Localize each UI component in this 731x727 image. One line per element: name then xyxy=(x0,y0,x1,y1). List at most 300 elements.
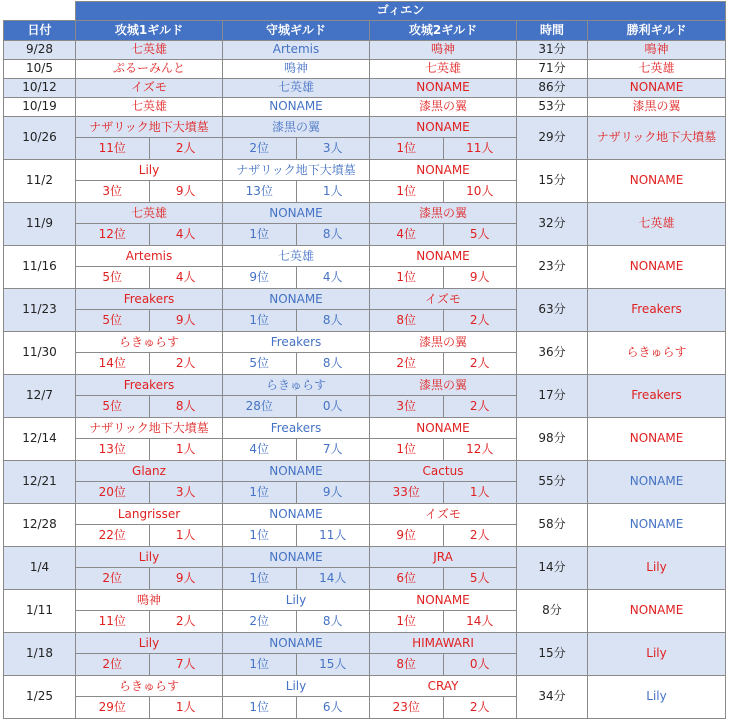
date-cell: 12/14 xyxy=(4,418,76,461)
attacker1-cell xyxy=(76,203,223,246)
guild-rank: 2位 xyxy=(76,654,150,675)
guild-rank: 2位 xyxy=(223,611,297,632)
time-cell: 17分 xyxy=(517,375,588,418)
table-row xyxy=(4,246,726,289)
corner-cell xyxy=(4,2,76,21)
time-cell: 53分 xyxy=(517,98,588,117)
date-cell: 1/18 xyxy=(4,633,76,676)
guild-rank: 11位 xyxy=(76,138,150,159)
defender-cell xyxy=(223,418,370,461)
guild-member-count: 1人 xyxy=(175,442,196,456)
guild-rank: 1位 xyxy=(370,439,444,460)
guild-stats xyxy=(76,396,222,417)
date-cell: 10/5 xyxy=(4,60,76,79)
guild-member-count: 2人 xyxy=(175,141,196,155)
guild-member-count: 4人 xyxy=(175,227,196,241)
guild-name: NONAME xyxy=(223,203,369,224)
guild-stats xyxy=(223,482,369,503)
defender-cell xyxy=(223,547,370,590)
defender-cell xyxy=(223,246,370,289)
defender-cell xyxy=(223,203,370,246)
guild-member-count: 2人 xyxy=(175,356,196,370)
attacker2-cell xyxy=(370,676,517,719)
guild-member-count: 6人 xyxy=(322,700,343,714)
attacker1-cell xyxy=(76,461,223,504)
date-cell: 1/25 xyxy=(4,676,76,719)
time-cell: 32分 xyxy=(517,203,588,246)
guild-member-count: 3人 xyxy=(175,485,196,499)
title-row xyxy=(4,2,726,21)
guild-name: らきゅらす xyxy=(76,676,222,697)
guild-member-count: 2人 xyxy=(175,614,196,628)
guild-name: ナザリック地下大墳墓 xyxy=(76,418,222,439)
guild-rank: 22位 xyxy=(76,525,150,546)
guild-member-count: 1人 xyxy=(469,485,490,499)
guild-member-count: 8人 xyxy=(322,614,343,628)
guild-member-count: 7人 xyxy=(322,442,343,456)
guild-rank: 4位 xyxy=(370,224,444,245)
guild-stats xyxy=(76,697,222,718)
attacker2-cell: NONAME xyxy=(370,79,517,98)
header-attacker2: 攻城2ギルド xyxy=(370,21,517,41)
date-cell: 12/7 xyxy=(4,375,76,418)
guild-rank: 2位 xyxy=(223,138,297,159)
time-cell: 15分 xyxy=(517,160,588,203)
guild-name: イズモ xyxy=(370,504,516,525)
guild-rank: 1位 xyxy=(223,310,297,331)
guild-rank: 5位 xyxy=(76,396,150,417)
guild-stats xyxy=(223,697,369,718)
attacker2-cell xyxy=(370,117,517,160)
guild-rank: 23位 xyxy=(370,697,444,718)
guild-rank: 14位 xyxy=(76,353,150,374)
time-cell: 23分 xyxy=(517,246,588,289)
guild-rank: 4位 xyxy=(223,439,297,460)
guild-rank: 12位 xyxy=(76,224,150,245)
guild-name: Freakers xyxy=(76,289,222,310)
winner-cell: Lily xyxy=(588,676,726,719)
guild-rank: 28位 xyxy=(223,396,297,417)
defender-cell xyxy=(223,289,370,332)
date-cell: 11/2 xyxy=(4,160,76,203)
date-cell: 12/21 xyxy=(4,461,76,504)
time-cell: 31分 xyxy=(517,41,588,60)
guild-stats xyxy=(76,267,222,288)
time-cell: 14分 xyxy=(517,547,588,590)
guild-stats xyxy=(223,654,369,675)
time-cell: 98分 xyxy=(517,418,588,461)
table-row xyxy=(4,418,726,461)
guild-stats xyxy=(76,568,222,589)
guild-member-count: 9人 xyxy=(175,184,196,198)
guild-name: NONAME xyxy=(370,246,516,267)
guild-member-count: 2人 xyxy=(469,399,490,413)
guild-member-count: 8人 xyxy=(322,227,343,241)
guild-rank: 8位 xyxy=(370,310,444,331)
guild-name: NONAME xyxy=(223,461,369,482)
guild-member-count: 10人 xyxy=(466,184,494,198)
table-row xyxy=(4,289,726,332)
guild-member-count: 4人 xyxy=(175,270,196,284)
defender-cell xyxy=(223,332,370,375)
guild-rank: 5位 xyxy=(223,353,297,374)
table-row xyxy=(4,461,726,504)
table-row xyxy=(4,332,726,375)
table-title: ゴィエン xyxy=(76,2,726,21)
guild-rank: 5位 xyxy=(76,267,150,288)
guild-stats xyxy=(76,439,222,460)
guild-rank: 3位 xyxy=(370,396,444,417)
guild-rank: 13位 xyxy=(223,181,297,202)
attacker1-cell: イズモ xyxy=(76,79,223,98)
attacker2-cell xyxy=(370,590,517,633)
time-cell: 55分 xyxy=(517,461,588,504)
defender-cell: Artemis xyxy=(223,41,370,60)
guild-member-count: 5人 xyxy=(469,227,490,241)
date-cell: 1/4 xyxy=(4,547,76,590)
guild-member-count: 11人 xyxy=(466,141,494,155)
table-row xyxy=(4,547,726,590)
guild-member-count: 8人 xyxy=(175,399,196,413)
guild-stats xyxy=(76,310,222,331)
guild-stats xyxy=(76,138,222,159)
attacker1-cell xyxy=(76,375,223,418)
header-winner: 勝利ギルド xyxy=(588,21,726,41)
winner-cell: NONAME xyxy=(588,504,726,547)
defender-cell xyxy=(223,375,370,418)
guild-stats xyxy=(76,353,222,374)
defender-cell xyxy=(223,117,370,160)
attacker1-cell xyxy=(76,289,223,332)
winner-cell: らきゅらす xyxy=(588,332,726,375)
winner-cell: NONAME xyxy=(588,418,726,461)
guild-member-count: 5人 xyxy=(469,571,490,585)
guild-stats xyxy=(223,138,369,159)
guild-stats xyxy=(370,138,516,159)
attacker1-cell xyxy=(76,547,223,590)
time-cell: 63分 xyxy=(517,289,588,332)
guild-name: らきゅらす xyxy=(76,332,222,353)
column-header-row xyxy=(4,21,726,41)
guild-stats xyxy=(76,181,222,202)
time-cell: 15分 xyxy=(517,633,588,676)
guild-name: NONAME xyxy=(370,117,516,138)
table-row xyxy=(4,590,726,633)
guild-stats xyxy=(370,310,516,331)
attacker2-cell: 漆黒の翼 xyxy=(370,98,517,117)
attacker1-cell xyxy=(76,117,223,160)
guild-rank: 11位 xyxy=(76,611,150,632)
guild-rank: 1位 xyxy=(223,525,297,546)
guild-name: NONAME xyxy=(370,418,516,439)
attacker2-cell xyxy=(370,246,517,289)
guild-rank: 5位 xyxy=(76,310,150,331)
results-body xyxy=(4,41,726,719)
attacker1-cell xyxy=(76,418,223,461)
guild-name: ナザリック地下大墳墓 xyxy=(76,117,222,138)
guild-stats xyxy=(223,611,369,632)
guild-stats xyxy=(76,482,222,503)
date-cell: 11/9 xyxy=(4,203,76,246)
date-cell: 10/26 xyxy=(4,117,76,160)
guild-name: らきゅらす xyxy=(223,375,369,396)
guild-member-count: 8人 xyxy=(322,356,343,370)
guild-member-count: 8人 xyxy=(322,313,343,327)
guild-rank: 2位 xyxy=(76,568,150,589)
table-row xyxy=(4,504,726,547)
attacker2-cell: 鳴神 xyxy=(370,41,517,60)
winner-cell: 漆黒の翼 xyxy=(588,98,726,117)
guild-rank: 20位 xyxy=(76,482,150,503)
guild-name: Lily xyxy=(76,633,222,654)
time-cell: 71分 xyxy=(517,60,588,79)
guild-name: NONAME xyxy=(370,590,516,611)
guild-member-count: 9人 xyxy=(175,571,196,585)
table-row xyxy=(4,79,726,98)
time-cell: 36分 xyxy=(517,332,588,375)
attacker1-cell: 七英雄 xyxy=(76,41,223,60)
attacker2-cell xyxy=(370,332,517,375)
table-row xyxy=(4,41,726,60)
attacker1-cell xyxy=(76,676,223,719)
winner-cell: 七英雄 xyxy=(588,60,726,79)
defender-cell xyxy=(223,676,370,719)
table-row xyxy=(4,375,726,418)
guild-stats xyxy=(76,654,222,675)
guild-rank: 8位 xyxy=(370,654,444,675)
time-cell: 86分 xyxy=(517,79,588,98)
table-row xyxy=(4,633,726,676)
guild-name: 鳴神 xyxy=(76,590,222,611)
guild-name: Freakers xyxy=(223,418,369,439)
winner-cell: NONAME xyxy=(588,246,726,289)
guild-rank: 29位 xyxy=(76,697,150,718)
defender-cell: 鳴神 xyxy=(223,60,370,79)
guild-name: NONAME xyxy=(370,160,516,181)
date-cell: 11/16 xyxy=(4,246,76,289)
guild-stats xyxy=(370,439,516,460)
header-time: 時間 xyxy=(517,21,588,41)
guild-stats xyxy=(76,525,222,546)
date-cell: 11/30 xyxy=(4,332,76,375)
guild-name: Lily xyxy=(223,676,369,697)
guild-stats xyxy=(223,224,369,245)
guild-stats xyxy=(223,396,369,417)
guild-name: Glanz xyxy=(76,461,222,482)
attacker2-cell xyxy=(370,504,517,547)
winner-cell: NONAME xyxy=(588,160,726,203)
winner-cell: 鳴神 xyxy=(588,41,726,60)
guild-name: Lily xyxy=(76,160,222,181)
guild-name: ナザリック地下大墳墓 xyxy=(223,160,369,181)
guild-name: Lily xyxy=(223,590,369,611)
guild-name: NONAME xyxy=(223,633,369,654)
guild-stats xyxy=(370,267,516,288)
winner-cell: Lily xyxy=(588,633,726,676)
guild-rank: 3位 xyxy=(76,181,150,202)
attacker2-cell xyxy=(370,375,517,418)
guild-rank: 13位 xyxy=(76,439,150,460)
winner-cell: Freakers xyxy=(588,289,726,332)
attacker2-cell xyxy=(370,418,517,461)
guild-stats xyxy=(370,181,516,202)
header-defender: 守城ギルド xyxy=(223,21,370,41)
time-cell: 34分 xyxy=(517,676,588,719)
defender-cell: 七英雄 xyxy=(223,79,370,98)
guild-stats xyxy=(370,353,516,374)
date-cell: 10/19 xyxy=(4,98,76,117)
guild-stats xyxy=(370,611,516,632)
guild-member-count: 1人 xyxy=(322,184,343,198)
guild-member-count: 7人 xyxy=(175,657,196,671)
guild-stats xyxy=(370,224,516,245)
guild-member-count: 9人 xyxy=(469,270,490,284)
guild-rank: 1位 xyxy=(370,611,444,632)
guild-member-count: 14人 xyxy=(466,614,494,628)
guild-name: 七英雄 xyxy=(223,246,369,267)
attacker1-cell xyxy=(76,590,223,633)
results-table-wrapper xyxy=(3,1,726,719)
winner-cell: NONAME xyxy=(588,461,726,504)
attacker1-cell xyxy=(76,160,223,203)
guild-stats xyxy=(223,267,369,288)
guild-rank: 1位 xyxy=(223,654,297,675)
guild-member-count: 1人 xyxy=(175,700,196,714)
date-cell: 11/23 xyxy=(4,289,76,332)
defender-cell: NONAME xyxy=(223,98,370,117)
guild-name: 漆黒の翼 xyxy=(370,332,516,353)
guild-name: Lily xyxy=(76,547,222,568)
defender-cell xyxy=(223,590,370,633)
attacker2-cell xyxy=(370,547,517,590)
defender-cell xyxy=(223,504,370,547)
attacker2-cell xyxy=(370,461,517,504)
siege-results-table xyxy=(3,1,726,719)
guild-rank: 1位 xyxy=(223,697,297,718)
guild-stats xyxy=(223,181,369,202)
guild-member-count: 9人 xyxy=(322,485,343,499)
winner-cell: 七英雄 xyxy=(588,203,726,246)
guild-rank: 1位 xyxy=(370,267,444,288)
table-row xyxy=(4,676,726,719)
guild-stats xyxy=(223,353,369,374)
defender-cell xyxy=(223,461,370,504)
guild-name: CRAY xyxy=(370,676,516,697)
guild-member-count: 0人 xyxy=(322,399,343,413)
guild-stats xyxy=(223,525,369,546)
guild-name: NONAME xyxy=(223,547,369,568)
winner-cell: NONAME xyxy=(588,79,726,98)
guild-name: Langrisser xyxy=(76,504,222,525)
guild-name: 漆黒の翼 xyxy=(370,203,516,224)
guild-rank: 33位 xyxy=(370,482,444,503)
attacker2-cell xyxy=(370,203,517,246)
guild-member-count: 4人 xyxy=(322,270,343,284)
guild-name: 七英雄 xyxy=(76,203,222,224)
winner-cell: ナザリック地下大墳墓 xyxy=(588,117,726,160)
guild-stats xyxy=(370,525,516,546)
guild-member-count: 2人 xyxy=(469,313,490,327)
guild-name: Freakers xyxy=(223,332,369,353)
guild-rank: 1位 xyxy=(223,568,297,589)
guild-member-count: 9人 xyxy=(175,313,196,327)
guild-stats xyxy=(76,224,222,245)
guild-stats xyxy=(370,654,516,675)
table-row xyxy=(4,98,726,117)
guild-name: NONAME xyxy=(223,289,369,310)
guild-name: Freakers xyxy=(76,375,222,396)
guild-member-count: 2人 xyxy=(469,700,490,714)
defender-cell xyxy=(223,160,370,203)
guild-member-count: 0人 xyxy=(469,657,490,671)
header-date: 日付 xyxy=(4,21,76,41)
winner-cell: Lily xyxy=(588,547,726,590)
attacker1-cell xyxy=(76,332,223,375)
guild-name: Artemis xyxy=(76,246,222,267)
guild-rank: 1位 xyxy=(223,482,297,503)
guild-rank: 1位 xyxy=(370,138,444,159)
guild-member-count: 15人 xyxy=(319,657,347,671)
header-attacker1: 攻城1ギルド xyxy=(76,21,223,41)
attacker1-cell xyxy=(76,246,223,289)
guild-rank: 1位 xyxy=(223,224,297,245)
guild-rank: 6位 xyxy=(370,568,444,589)
guild-name: 漆黒の翼 xyxy=(370,375,516,396)
table-row xyxy=(4,60,726,79)
guild-rank: 9位 xyxy=(223,267,297,288)
date-cell: 10/12 xyxy=(4,79,76,98)
guild-name: 漆黒の翼 xyxy=(223,117,369,138)
guild-stats xyxy=(223,568,369,589)
date-cell: 9/28 xyxy=(4,41,76,60)
guild-stats xyxy=(370,396,516,417)
time-cell: 29分 xyxy=(517,117,588,160)
attacker2-cell xyxy=(370,289,517,332)
guild-stats xyxy=(76,611,222,632)
guild-member-count: 12人 xyxy=(466,442,494,456)
table-row xyxy=(4,117,726,160)
guild-rank: 2位 xyxy=(370,353,444,374)
guild-name: Cactus xyxy=(370,461,516,482)
winner-cell: Freakers xyxy=(588,375,726,418)
attacker1-cell: 七英雄 xyxy=(76,98,223,117)
guild-stats xyxy=(370,568,516,589)
attacker2-cell xyxy=(370,633,517,676)
time-cell: 8分 xyxy=(517,590,588,633)
guild-member-count: 2人 xyxy=(469,356,490,370)
guild-rank: 1位 xyxy=(370,181,444,202)
date-cell: 12/28 xyxy=(4,504,76,547)
guild-name: NONAME xyxy=(223,504,369,525)
time-cell: 58分 xyxy=(517,504,588,547)
table-row xyxy=(4,203,726,246)
guild-member-count: 2人 xyxy=(469,528,490,542)
guild-stats xyxy=(223,439,369,460)
guild-name: HIMAWARI xyxy=(370,633,516,654)
guild-stats xyxy=(223,310,369,331)
date-cell: 1/11 xyxy=(4,590,76,633)
guild-name: イズモ xyxy=(370,289,516,310)
attacker1-cell xyxy=(76,504,223,547)
attacker1-cell xyxy=(76,633,223,676)
guild-stats xyxy=(370,482,516,503)
attacker2-cell xyxy=(370,160,517,203)
guild-member-count: 11人 xyxy=(319,528,347,542)
guild-rank: 9位 xyxy=(370,525,444,546)
guild-member-count: 14人 xyxy=(319,571,347,585)
attacker1-cell: ぷるーみんと xyxy=(76,60,223,79)
defender-cell xyxy=(223,633,370,676)
